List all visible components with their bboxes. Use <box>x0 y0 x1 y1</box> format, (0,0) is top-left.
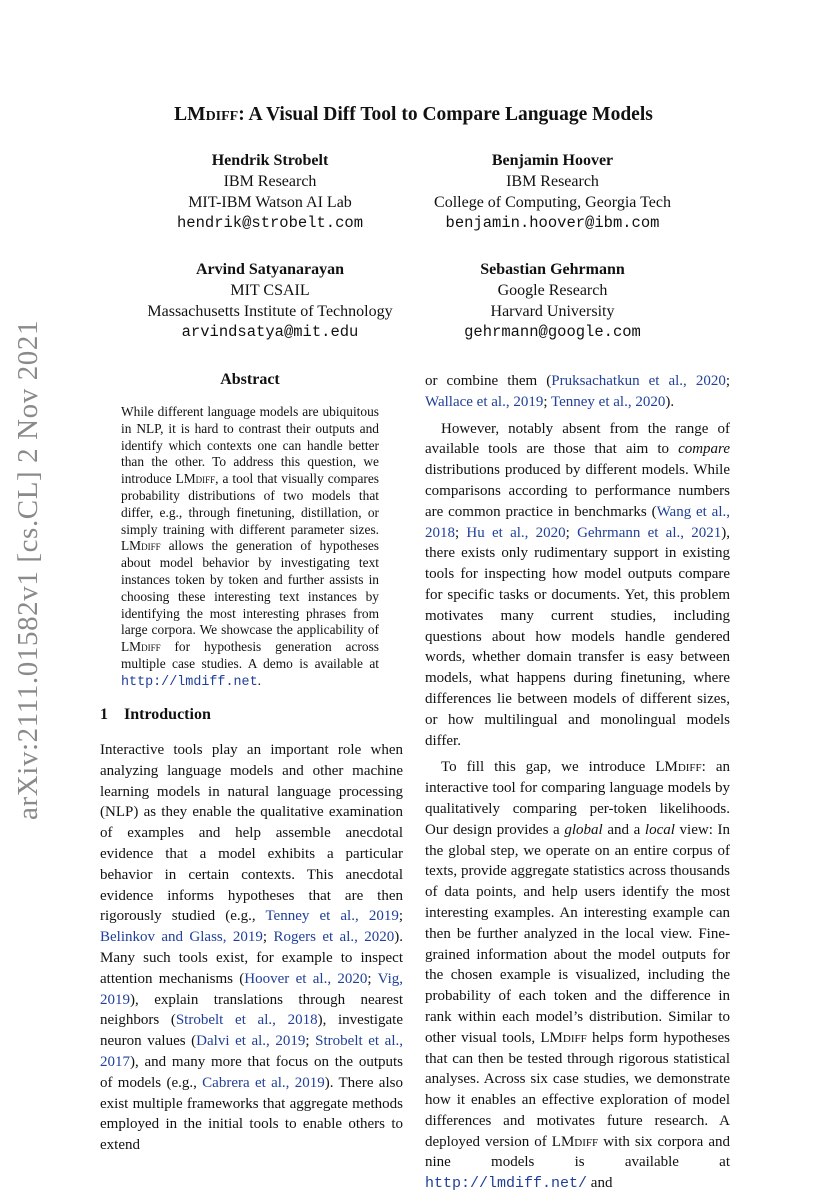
author-block <box>130 259 410 343</box>
author-name: Arvind Satyanarayan <box>195 261 345 278</box>
emphasis: local <box>644 821 675 838</box>
citation-link[interactable]: Hoover et al., 2020 <box>244 970 368 987</box>
citation-link[interactable]: Strobelt et al., 2018 <box>175 1012 318 1029</box>
author-affiliation: Massachusetts Institute of Technology <box>147 303 393 320</box>
author-affiliation: IBM Research <box>223 173 317 190</box>
author-affiliation: College of Computing, Georgia Tech <box>434 194 671 211</box>
tool-name: LMdiff <box>175 471 216 487</box>
author-name: Hendrik Strobelt <box>211 152 329 169</box>
author-affiliation: Google Research <box>497 282 608 299</box>
citation-link[interactable]: Tenney et al., 2020 <box>550 393 666 410</box>
tool-name: LMdiff <box>174 104 239 125</box>
section-title: Introduction <box>124 706 211 723</box>
section-number: 1 <box>100 706 108 723</box>
author-block <box>140 150 400 234</box>
citation-link[interactable]: Pruksachatkun et al., 2020 <box>551 373 726 389</box>
intro-paragraph-continued: or combine them (Pruksachatkun et al., 2020; Wallace et al., 2019; Tenney et al., 2020). <box>425 373 730 410</box>
citation-link[interactable]: Wallace et al., 2019 <box>425 393 544 410</box>
author-email[interactable]: benjamin.hoover@ibm.com <box>445 214 660 232</box>
citation-link[interactable]: Wang et al., 2018 <box>425 503 731 541</box>
citation-link[interactable]: Dalvi et al., 2019 <box>196 1033 306 1050</box>
author-affiliation: MIT CSAIL <box>230 282 310 299</box>
author-affiliation: MIT-IBM Watson AI Lab <box>188 194 352 211</box>
citation-link[interactable]: Cabrera et al., 2019 <box>202 1074 325 1091</box>
citation-link[interactable]: Strobelt et al., 2017 <box>100 1033 403 1070</box>
tool-name: LMdiff <box>121 639 161 655</box>
tool-name: LMdiff <box>655 759 702 776</box>
author-email[interactable]: hendrik@strobelt.com <box>176 214 364 232</box>
intro-paragraph: To fill this gap, we introduce LMdiff: an interactive tool for comparing language models by qualitatively comparing per-token likelihoods. Our design provides a global and a local view: In the global step, we operate on an entire corpus of texts, provide aggregate statistics across thousands of data points, and help users identify the most interesting examples. An interesting example can then be further analyzed in the local view. Fine-grained information about the model outputs for the chosen example is visualized, including the probability of each token and the difference in rank within each model’s distribution. Similar to other visual tools, LMdiff helps form hypotheses that can then be tested through rigorous statistical analyses. Across six case studies, we demonstrate how it enables an effective exploration of model differences and motivates future research. A deployed version of LMdiff with six corpora and nine models is available at http://lmdiff.net/ and <box>425 759 730 1193</box>
right-column <box>425 371 730 1195</box>
citation-link[interactable]: Hu et al., 2020 <box>466 524 566 541</box>
tool-name: LMdiff <box>551 1133 599 1150</box>
author-affiliation: IBM Research <box>506 173 599 190</box>
tool-name: LMdiff <box>540 1029 587 1046</box>
author-name: Benjamin Hoover <box>491 152 614 169</box>
demo-link[interactable]: http://lmdiff.net/ <box>425 1175 588 1193</box>
intro-paragraph: However, notably absent from the range of available tools are those that aim to compare distributions produced by different models. While comparisons according to performance numbers are common practice in benchmarks (Wang et al., 2018; Hu et al., 2020; Gehrmann et al., 2021), there exists only rudimentary support in existing tools for inspecting how model outputs compare for specific tasks or documents. Yet, this problem motivates many current studies, including questions about how models handle gendered words, whether domain transfer is easy between models, what happens during finetuning, where differences lie between models of different sizes, or how multilingual and monolingual models differ. <box>425 420 731 749</box>
citation-link[interactable]: Rogers et al., 2020 <box>273 929 395 946</box>
tool-name: LMdiff <box>121 538 161 554</box>
abstract-heading: Abstract <box>220 371 280 388</box>
demo-link[interactable]: http://lmdiff.net <box>121 674 258 690</box>
author-email[interactable]: gehrmann@google.com <box>464 323 641 341</box>
author-name: Sebastian Gehrmann <box>480 261 625 278</box>
abstract-body: While different language models are ubiquitous in NLP, it is hard to contrast their outputs and identify which contexts one can handle better than the other. To address this question, we introduce LMdiff, a tool that visually compares probability distributions of two models that differ, e.g., through finetuning, distillation, or simply training with different parameter sizes. LMdiff allows the generation of hypotheses about model behavior by investigating text instances token by token and further assists in choosing these interesting text instances by identifying the most interesting phrases from large corpora. We showcase the applicability of LMdiff for hypothesis generation across multiple case studies. A demo is available at http://lmdiff.net. <box>121 404 379 690</box>
author-affiliation: Harvard University <box>490 303 615 320</box>
author-block <box>430 259 675 343</box>
emphasis: global <box>564 821 603 838</box>
title-rest: : A Visual Diff Tool to Compare Language Models <box>238 104 653 125</box>
author-block <box>415 150 690 234</box>
section-heading <box>100 706 211 724</box>
author-email[interactable]: arvindsatya@mit.edu <box>181 323 359 341</box>
citation-link[interactable]: Belinkov and Glass, 2019 <box>100 929 263 946</box>
citation-link[interactable]: Tenney et al., 2019 <box>265 908 399 925</box>
citation-link[interactable]: Vig, 2019 <box>100 970 404 1008</box>
emphasis: compare <box>678 441 730 458</box>
intro-paragraph: Interactive tools play an important role when analyzing language models and other machine learning models in natural language processing (NLP) as they enable the qualitative examination of examples and help assemble anecdotal evidence that a model exhibits a particular behavior in certain contexts. This anecdotal evidence informs hypotheses that are then rigorously studied (e.g., Tenney et al., 2019; Belinkov and Glass, 2019; Rogers et al., 2020). Many such tools exist, for example to inspect attention mechanisms (Hoover et al., 2020; Vig, 2019), explain translations through nearest neighbors (Strobelt et al., 2018), investigate neuron values (Dalvi et al., 2019; Strobelt et al., 2017), and many more that focus on the outputs of models (e.g., Cabrera et al., 2019). There also exist multiple frameworks that aggregate methods employed in the initial tools to enable others to extend <box>100 742 404 1154</box>
citation-link[interactable]: Gehrmann et al., 2021 <box>577 524 722 541</box>
paper-title <box>0 104 827 126</box>
arxiv-identifier-stamp: arXiv:2111.01582v1 [cs.CL] 2 Nov 2021 <box>12 319 44 820</box>
